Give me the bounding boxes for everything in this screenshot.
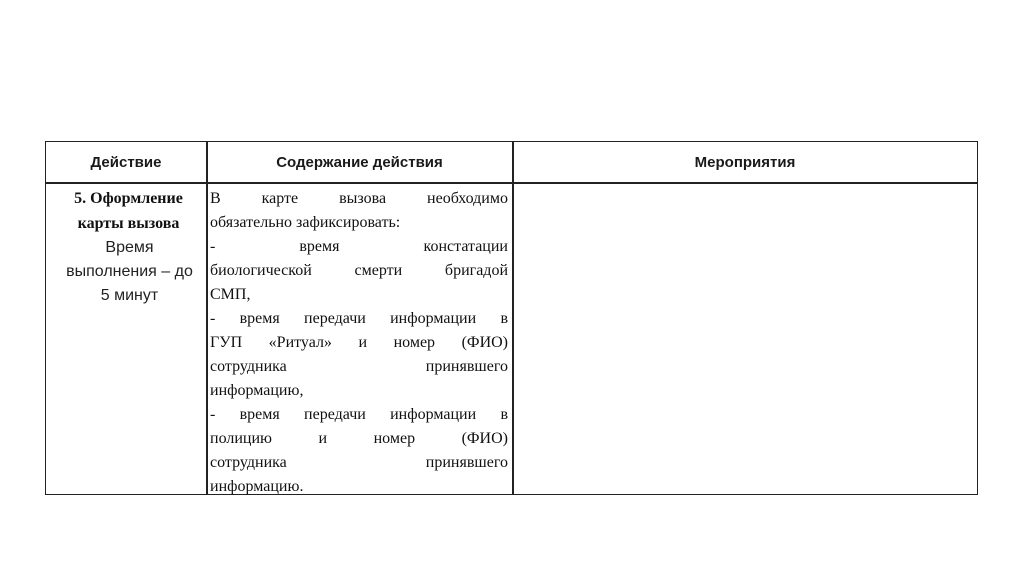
header-measures: Мероприятия: [694, 153, 796, 171]
content-line: В карте вызова необходимо: [210, 190, 508, 207]
content-line: обязательно зафиксировать:: [210, 214, 401, 231]
content-cell: [210, 187, 508, 499]
action-cell: [50, 186, 207, 308]
content-line: СМП,: [210, 286, 251, 303]
header-action: Действие: [90, 153, 162, 171]
content-line: сотрудника принявшего: [210, 454, 508, 471]
content-line: биологической смерти бригадой: [210, 262, 508, 279]
column-divider: [512, 142, 514, 494]
content-line: ГУП «Ритуал» и номер (ФИО): [210, 334, 508, 351]
header-divider: [46, 182, 977, 184]
content-line: - время передачи информации в: [210, 406, 508, 423]
actions-table: [45, 141, 978, 495]
content-line: - время констатации: [210, 238, 508, 255]
action-title-line: 5. Оформление: [74, 190, 183, 207]
action-time-line: выполнения – до: [66, 263, 193, 280]
action-time-line: Время: [105, 239, 154, 256]
action-title-line: карты вызова: [77, 215, 180, 232]
content-line: информацию,: [210, 382, 304, 399]
header-content: Содержание действия: [276, 153, 443, 171]
content-line: информацию.: [210, 478, 304, 495]
content-line: - время передачи информации в: [210, 310, 508, 327]
content-line: полицию и номер (ФИО): [210, 430, 508, 447]
action-time-line: 5 минут: [100, 287, 159, 304]
content-line: сотрудника принявшего: [210, 358, 508, 375]
